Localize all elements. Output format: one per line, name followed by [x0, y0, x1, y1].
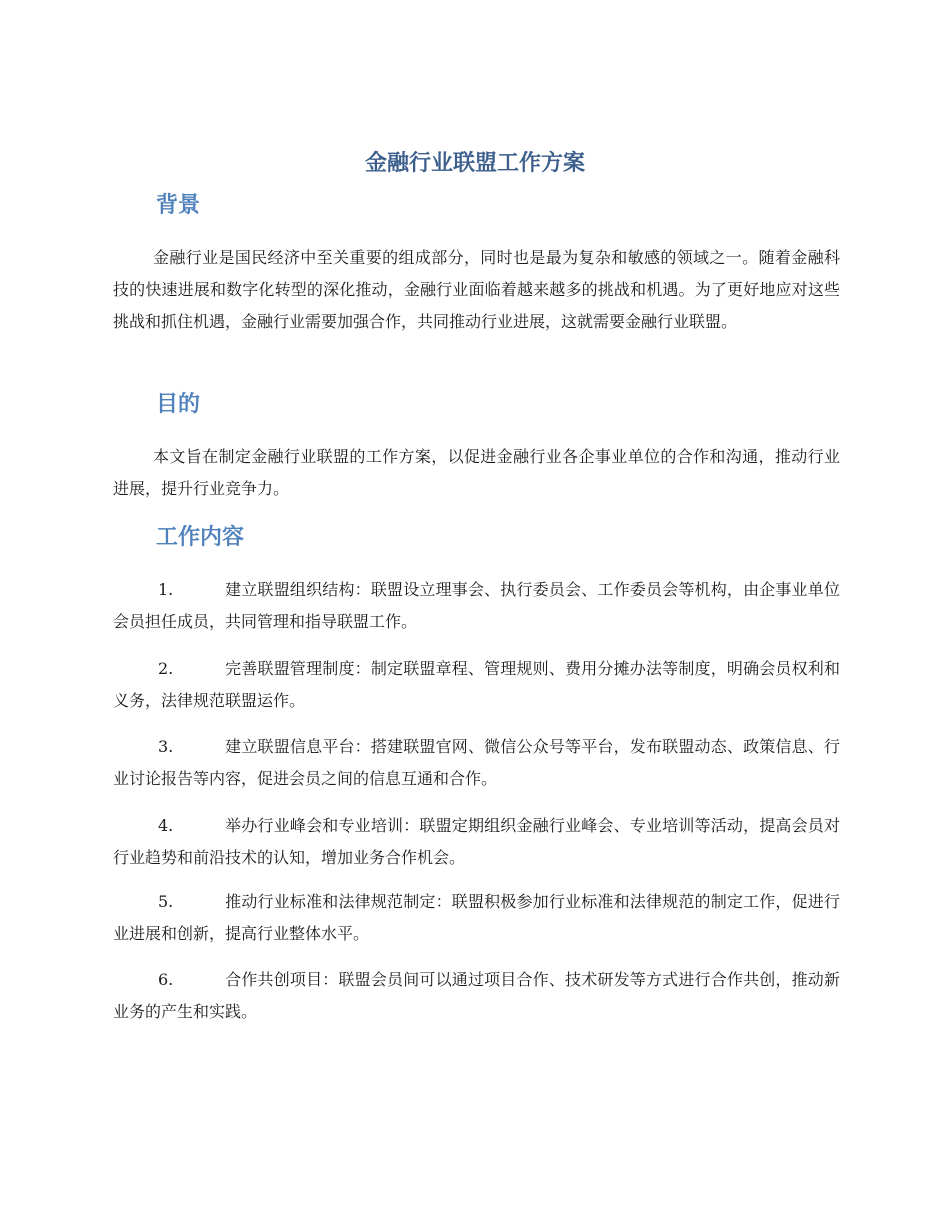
list-item-number: 1. — [158, 580, 174, 599]
list-item-number: 6. — [158, 970, 174, 989]
list-item-text: 推动行业标准和法律规范制定：联盟积极参加行业标准和法律规范的制定工作，促进行业进展和创新，提高行业整体水平。 — [113, 892, 840, 943]
list-item-number: 2. — [158, 659, 174, 678]
purpose-paragraph: 本文旨在制定金融行业联盟的工作方案，以促进金融行业各企事业单位的合作和沟通，推动行业进展，提升行业竞争力。 — [113, 447, 840, 498]
list-item-number: 3. — [158, 737, 174, 756]
list-item-text: 合作共创项目：联盟会员间可以通过项目合作、技术研发等方式进行合作共创，推动新业务的产生和实践。 — [113, 970, 840, 1021]
list-item-text: 完善联盟管理制度：制定联盟章程、管理规则、费用分摊办法等制度，明确会员权利和义务，法律规范联盟运作。 — [113, 659, 840, 710]
list-item-number: 5. — [158, 892, 174, 911]
section-heading-purpose: 目的 — [156, 392, 201, 417]
list-item — [113, 810, 840, 874]
background-paragraph: 金融行业是国民经济中至关重要的组成部分，同时也是最为复杂和敏感的领域之一。随着金融科技的快速进展和数字化转型的深化推动，金融行业面临着越来越多的挑战和机遇。为了更好地应对这些挑战和抓住机遇，金融行业需要加强合作，共同推动行业进展，这就需要金融行业联盟。 — [113, 248, 840, 331]
section-heading-work-content: 工作内容 — [156, 525, 245, 550]
list-item — [113, 731, 840, 795]
list-item-text: 举办行业峰会和专业培训：联盟定期组织金融行业峰会、专业培训等活动，提高会员对行业趋势和前沿技术的认知，增加业务合作机会。 — [113, 816, 840, 867]
list-item — [113, 653, 840, 717]
document-title: 金融行业联盟工作方案 — [364, 151, 585, 176]
list-item — [113, 964, 840, 1028]
list-item — [113, 574, 840, 638]
list-item — [113, 886, 840, 950]
list-item-text: 建立联盟组织结构：联盟设立理事会、执行委员会、工作委员会等机构，由企事业单位会员担任成员，共同管理和指导联盟工作。 — [113, 580, 840, 631]
section-heading-background: 背景 — [156, 193, 201, 218]
list-item-number: 4. — [158, 816, 174, 835]
list-item-text: 建立联盟信息平台：搭建联盟官网、微信公众号等平台，发布联盟动态、政策信息、行业讨论报告等内容，促进会员之间的信息互通和合作。 — [113, 737, 840, 788]
